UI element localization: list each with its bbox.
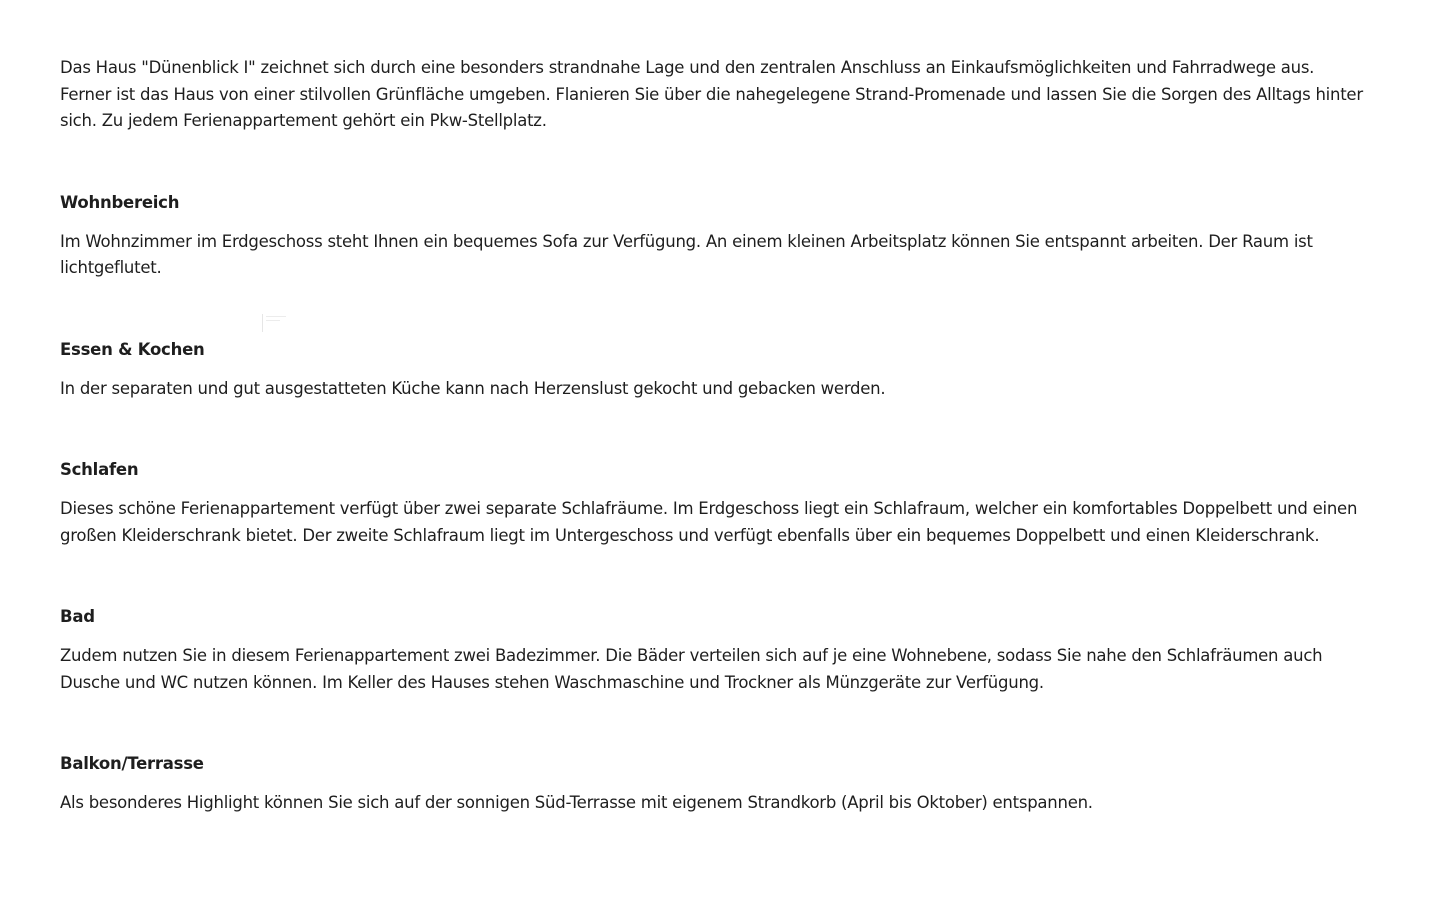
section-body: Zudem nutzen Sie in diesem Ferienappartement zwei Badezimmer. Die Bäder verteilen sich auf je eine Wohnebene, sodass Sie nahe den Schlafräumen auch Dusche und WC nutzen können. Im Keller des Hauses stehen Waschmaschine und Trockner als Münzgeräte zur Verfügung. [60,646,1323,692]
section-heading: Essen & Kochen [60,339,205,359]
section-heading: Balkon/Terrasse [60,754,204,773]
section-bad [60,604,1370,696]
text-cursor-icon [262,312,288,334]
section-heading: Bad [60,607,95,626]
section-body: Dieses schöne Ferienappartement verfügt über zwei separate Schlafräume. Im Erdgeschoss liegt ein Schlafraum, welcher ein komfortables Doppelbett und einen großen Kleiderschrank bietet. Der zweite Schlafraum liegt im Untergeschoss und verfügt ebenfalls über ein bequemes Doppelbett und einen Kleiderschrank. [60,499,1358,545]
section-body: Als besonderes Highlight können Sie sich auf der sonnigen Süd-Terrasse mit eigenem Strandkorb (April bis Oktober) entspannen. [60,793,1093,812]
section-heading: Wohnbereich [60,192,180,212]
section-balkon-terrasse [60,751,1370,817]
section-essen-kochen [60,337,1370,403]
section-wohnbereich [60,190,1370,282]
section-body: In der separaten und gut ausgestatteten Küche kann nach Herzenslust gekocht und gebacken werden. [60,378,886,398]
document-page [60,55,1370,817]
section-heading: Schlafen [60,460,139,479]
section-schlafen [60,457,1370,549]
intro-paragraph: Das Haus "Dünenblick I" zeichnet sich durch eine besonders strandnahe Lage und den zentralen Anschluss an Einkaufsmöglichkeiten und Fahrradwege aus. Ferner ist das Haus von einer stilvollen Grünfläche umgeben. Flanieren Sie über die nahegelegene Strand-Promenade und lassen Sie die Sorgen des Alltags hinter sich. Zu jedem Ferienappartement gehört ein Pkw-Stellplatz. [60,58,1363,130]
section-body: Im Wohnzimmer im Erdgeschoss steht Ihnen ein bequemes Sofa zur Verfügung. An einem kleinen Arbeitsplatz können Sie entspannt arbeiten. Der Raum ist lichtgeflutet. [60,231,1313,277]
